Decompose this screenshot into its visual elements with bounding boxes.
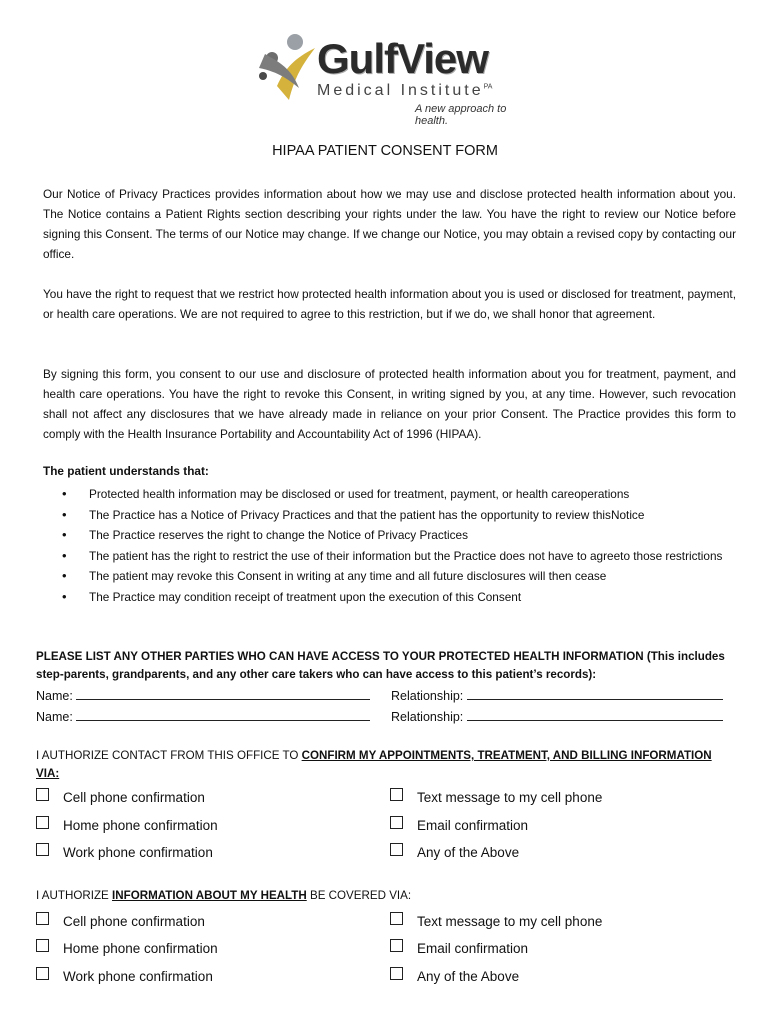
checkbox[interactable]: [390, 939, 403, 952]
page-title: HIPAA PATIENT CONSENT FORM: [272, 143, 498, 159]
paragraph-restriction: You have the right to request that we restrict how protected health information about you is used or disclosed for treatment, payment, or health care operations. We are not required to agree to this restriction, but if we do, we shall honor that agreement.: [43, 287, 736, 321]
relationship-field-1[interactable]: [467, 686, 723, 700]
option-label: Cell phone confirmation: [63, 790, 205, 805]
parties-instruction: PLEASE LIST ANY OTHER PARTIES WHO CAN HAVE ACCESS TO YOUR PROTECTED HEALTH INFORMATION (This includes step-parents, grandparents, and any other care takers who can have access to this patient’s records):: [36, 650, 725, 681]
health-authorization: [36, 887, 736, 905]
checkbox[interactable]: [36, 843, 49, 856]
paragraph-consent: By signing this form, you consent to our use and disclosure of protected health information about you for treatment, payment, and health care operations. You have the right to revoke this Consent, in writing signed by you, at any time. However, such revocation shall not affect any disclosures that we have already made in reliance on your prior Consent. The Practice provides this form to comply with the Health Insurance Portability and Accountability Act of 1996 (HIPAA).: [43, 367, 736, 441]
checkbox[interactable]: [390, 967, 403, 980]
contact-option-cell[interactable]: [36, 790, 205, 805]
logo-subtitle: Medical Institute$^{PA}$: [317, 82, 493, 99]
checkbox[interactable]: [390, 788, 403, 801]
option-label: Work phone confirmation: [63, 969, 213, 984]
health-auth-prefix: I AUTHORIZE: [36, 889, 113, 902]
checkbox[interactable]: [36, 912, 49, 925]
logo-name: GulfView: [317, 35, 488, 82]
option-label: Cell phone confirmation: [63, 914, 205, 929]
logo-figure-icon: [255, 28, 325, 118]
logo-tagline: A new approach to health.: [415, 103, 507, 127]
health-option-cell[interactable]: [36, 914, 205, 929]
option-label: Email confirmation: [417, 941, 529, 956]
relationship-label: Relationship:: [391, 689, 464, 703]
health-option-all[interactable]: [390, 969, 519, 984]
checkbox[interactable]: [390, 843, 403, 856]
checkbox[interactable]: [36, 967, 49, 980]
health-option-text[interactable]: [390, 914, 602, 929]
health-option-home[interactable]: [36, 941, 218, 956]
option-label: Any of the Above: [417, 845, 520, 860]
health-auth-emphasis: INFORMATION ABOUT MY HEALTH: [112, 889, 307, 902]
contact-option-work[interactable]: [36, 845, 213, 860]
checkbox[interactable]: [390, 912, 403, 925]
relationship-field-2[interactable]: [467, 707, 723, 721]
understands-list: [43, 484, 733, 607]
relationship-label: Relationship:: [391, 710, 464, 724]
option-label: Text message to my cell phone: [417, 790, 603, 805]
checkbox[interactable]: [390, 816, 403, 829]
clinic-logo: [255, 28, 525, 127]
name-field-2[interactable]: [76, 707, 370, 721]
contact-option-home[interactable]: [36, 818, 218, 833]
option-label: Work phone confirmation: [63, 845, 213, 860]
option-label: Home phone confirmation: [63, 818, 218, 833]
name-label: Name:: [36, 689, 73, 703]
understands-title: The patient understands that:: [43, 464, 209, 478]
list-item: • The Practice reserves the right to change the Notice of Privacy Practices: [43, 525, 733, 546]
option-label: Email confirmation: [417, 818, 529, 833]
contact-auth-prefix: I AUTHORIZE CONTACT FROM THIS OFFICE TO: [36, 749, 302, 762]
list-item: • The patient has the right to restrict the use of their information but the Practice does not have to agreeto those restrictions: [43, 546, 733, 567]
name-field-1[interactable]: [76, 686, 370, 700]
logo-mark: PA: [483, 83, 493, 91]
paragraph-notice: Our Notice of Privacy Practices provides information about how we may use and disclose protected health information about you. The Notice contains a Patient Rights section describing your rights under the law. You have the right to review our Notice before signing this Consent. The terms of our Notice may change. If we change our Notice, you may obtain a revised copy by contacting our office.: [43, 187, 736, 261]
contact-option-email[interactable]: [390, 818, 528, 833]
contact-authorization: [36, 747, 736, 783]
relationship-row-1: [391, 686, 723, 703]
health-option-work[interactable]: [36, 969, 213, 984]
list-item: • Protected health information may be disclosed or used for treatment, payment, or health careoperations: [43, 484, 733, 505]
name-label: Name:: [36, 710, 73, 724]
health-auth-suffix: BE COVERED VIA:: [306, 889, 412, 902]
relationship-row-2: [391, 707, 723, 724]
option-label: Home phone confirmation: [63, 941, 218, 956]
name-row-1: [36, 686, 370, 703]
checkbox[interactable]: [36, 788, 49, 801]
option-label: Any of the Above: [417, 969, 520, 984]
contact-option-text[interactable]: [390, 790, 602, 805]
list-item: • The patient may revoke this Consent in writing at any time and all future disclosures will then cease: [43, 566, 733, 587]
health-option-email[interactable]: [390, 941, 528, 956]
option-label: Text message to my cell phone: [417, 914, 603, 929]
list-item: • The Practice may condition receipt of treatment upon the execution of this Consent: [43, 587, 733, 608]
contact-option-all[interactable]: [390, 845, 519, 860]
contact-auth-emphasis: CONFIRM MY APPOINTMENTS, TREATMENT, AND BILLING INFORMATION VIA:: [36, 749, 712, 780]
name-row-2: [36, 707, 370, 724]
list-item: • The Practice has a Notice of Privacy Practices and that the patient has the opportunity to review thisNotice: [43, 505, 733, 526]
checkbox[interactable]: [36, 816, 49, 829]
checkbox[interactable]: [36, 939, 49, 952]
